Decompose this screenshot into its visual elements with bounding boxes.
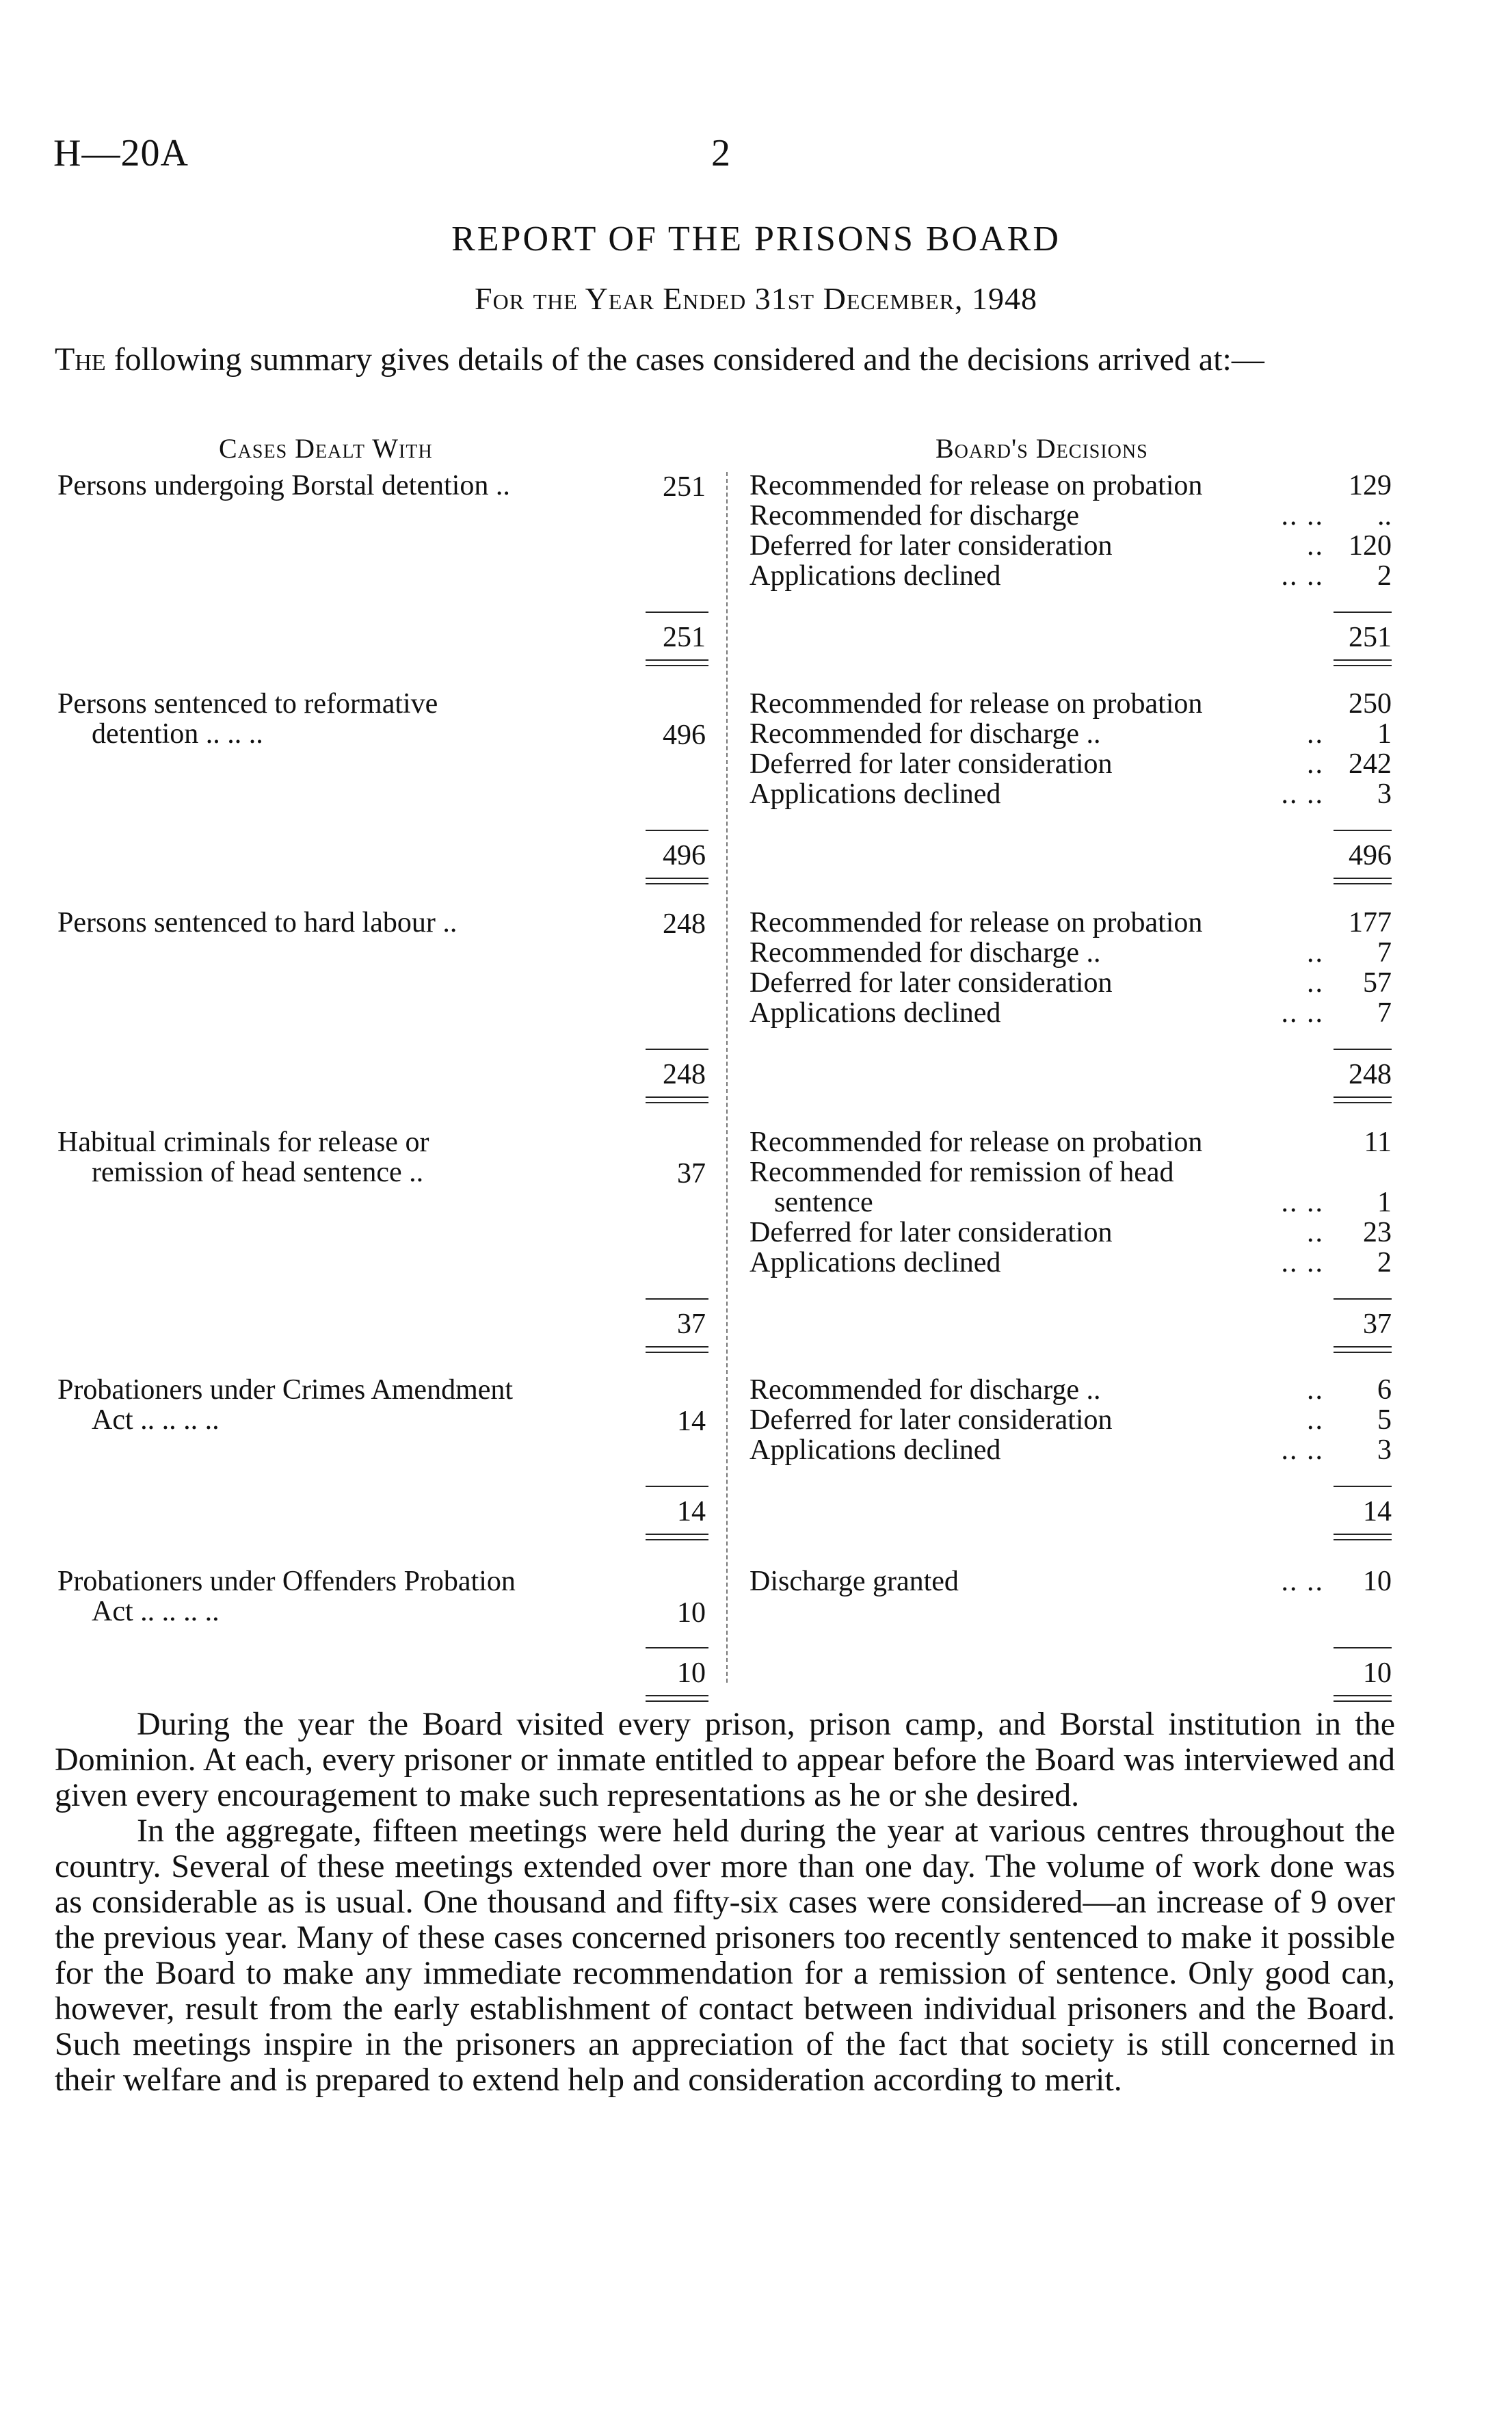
decision-list <box>750 1375 1324 1465</box>
case-line-1: Persons sentenced to hard labour .. <box>57 907 457 938</box>
decision-total-double-rule <box>1334 1096 1392 1103</box>
decision-value: 7 <box>1377 997 1392 1029</box>
decision-row <box>750 938 1324 968</box>
leader-dots: .. .. <box>1281 1434 1324 1466</box>
case-total-rule <box>646 1298 708 1300</box>
decision-list <box>750 1566 1324 1596</box>
decision-row <box>750 1157 1324 1187</box>
decision-value: 5 <box>1377 1404 1392 1436</box>
case-total-rule <box>646 1647 708 1648</box>
decision-label: Deferred for later consideration <box>750 1404 1113 1436</box>
decision-total-rule <box>1334 612 1392 613</box>
case-total: 251 <box>663 622 706 653</box>
decision-value: 242 <box>1349 748 1392 780</box>
decision-label: Applications declined <box>750 778 1001 810</box>
case-count: 14 <box>677 1406 706 1437</box>
decision-label: Deferred for later consideration <box>750 530 1113 562</box>
decision-value: 6 <box>1377 1374 1392 1406</box>
decision-value: 250 <box>1349 688 1392 720</box>
decision-label: Recommended for discharge .. <box>750 1374 1101 1406</box>
intro-text: following summary gives details of the cases considered and the decisions arrived at:— <box>114 341 1264 378</box>
decision-values <box>1334 689 1392 809</box>
decision-row <box>750 719 1324 749</box>
decision-total-double-rule <box>1334 1695 1392 1702</box>
decision-total: 10 <box>1363 1657 1392 1689</box>
case-total: 248 <box>663 1059 706 1090</box>
decision-label: Applications declined <box>750 1247 1001 1278</box>
case-total-double-rule <box>646 1096 708 1103</box>
decision-value: 3 <box>1377 1434 1392 1466</box>
decision-value: 2 <box>1377 1247 1392 1278</box>
leader-dots: .. .. <box>1281 1187 1324 1218</box>
decision-label: Recommended for release on probation <box>750 1127 1203 1158</box>
decision-value: 7 <box>1377 937 1392 969</box>
report-title: REPORT OF THE PRISONS BOARD <box>451 220 1061 259</box>
case-total-double-rule <box>646 1695 708 1702</box>
decision-value: 129 <box>1349 470 1392 501</box>
decision-total-double-rule <box>1334 878 1392 884</box>
decision-value: 57 <box>1363 967 1392 999</box>
decision-value: 120 <box>1349 530 1392 562</box>
decision-label: Recommended for release on probation <box>750 688 1203 720</box>
leader-dots: .. .. <box>1281 997 1324 1029</box>
decision-values <box>1334 1375 1392 1465</box>
case-total-rule <box>646 830 708 831</box>
decision-label: Recommended for remission of head <box>750 1157 1174 1188</box>
page-number: 2 <box>711 132 730 174</box>
case-count: 248 <box>663 908 706 940</box>
leader-dots: .. <box>1307 530 1324 562</box>
decision-total-double-rule <box>1334 1534 1392 1540</box>
case-count: 10 <box>677 1597 706 1629</box>
decision-value: 177 <box>1349 907 1392 938</box>
case-total: 37 <box>677 1309 706 1340</box>
decision-row <box>750 1435 1324 1465</box>
intro-lead-word: The <box>55 341 106 378</box>
intro-paragraph <box>55 342 1395 378</box>
decision-label: Applications declined <box>750 560 1001 592</box>
case-total-double-rule <box>646 659 708 666</box>
leader-dots: .. <box>1307 718 1324 750</box>
decision-label: Recommended for discharge .. <box>750 718 1101 750</box>
case-description <box>57 471 632 501</box>
decision-value: 11 <box>1364 1127 1392 1158</box>
leader-dots: .. .. <box>1281 1566 1324 1597</box>
decision-value: 23 <box>1363 1217 1392 1248</box>
case-description <box>57 689 632 749</box>
decision-total: 248 <box>1349 1059 1392 1090</box>
decision-row <box>750 1375 1324 1405</box>
decision-total: 496 <box>1349 840 1392 871</box>
decision-values <box>1334 471 1392 591</box>
decision-row <box>750 1218 1324 1248</box>
decision-label: Deferred for later consideration <box>750 1217 1113 1248</box>
leader-dots: .. <box>1307 937 1324 969</box>
case-line-1: Persons sentenced to reformative <box>57 688 438 720</box>
decision-total-rule <box>1334 830 1392 831</box>
decision-total-rule <box>1334 1647 1392 1648</box>
case-total-double-rule <box>646 1534 708 1540</box>
case-total-rule <box>646 1486 708 1487</box>
document-code: H—20A <box>53 132 189 174</box>
case-line-1: Habitual criminals for release or <box>57 1127 429 1158</box>
case-total: 14 <box>677 1496 706 1527</box>
case-description <box>57 908 632 938</box>
decision-label: Deferred for later consideration <box>750 967 1113 999</box>
decision-row <box>750 1566 1324 1596</box>
decision-row <box>750 689 1324 719</box>
decision-row <box>750 1248 1324 1278</box>
decision-total: 14 <box>1363 1496 1392 1527</box>
case-description <box>57 1127 632 1187</box>
decision-label: Deferred for later consideration <box>750 748 1113 780</box>
decision-value <box>1334 1157 1392 1187</box>
case-count: 251 <box>663 471 706 503</box>
decision-total-double-rule <box>1334 659 1392 666</box>
decision-value: 10 <box>1363 1566 1392 1597</box>
decision-row <box>750 749 1324 779</box>
decision-row <box>750 531 1324 561</box>
case-line-1: Probationers under Offenders Probation <box>57 1566 516 1597</box>
case-line-2: remission of head sentence .. <box>92 1157 424 1188</box>
decision-label: Recommended for release on probation <box>750 907 1203 938</box>
decision-values <box>1334 1127 1392 1278</box>
case-count: 496 <box>663 720 706 751</box>
case-line-2: detention .. .. .. <box>92 718 263 750</box>
decision-total-rule <box>1334 1298 1392 1300</box>
leader-dots: .. .. <box>1281 1247 1324 1278</box>
column-header-decisions: Board's Decisions <box>936 433 1148 464</box>
report-subtitle: For the Year Ended 31st December, 1948 <box>475 281 1037 316</box>
decision-row <box>750 1187 1324 1218</box>
decision-total: 37 <box>1363 1309 1392 1340</box>
decision-values <box>1334 908 1392 1028</box>
case-total: 10 <box>677 1657 706 1689</box>
leader-dots: .. .. <box>1281 500 1324 531</box>
decision-row <box>750 471 1324 501</box>
column-header-cases: Cases Dealt With <box>219 433 433 464</box>
decision-label: Applications declined <box>750 1434 1001 1466</box>
decision-row <box>750 998 1324 1028</box>
decision-row <box>750 968 1324 998</box>
leader-dots: .. <box>1307 1217 1324 1248</box>
decision-total: 251 <box>1349 622 1392 653</box>
decision-label: Applications declined <box>750 997 1001 1029</box>
case-line-2: Act .. .. .. .. <box>92 1596 220 1627</box>
case-description <box>57 1375 632 1435</box>
leader-dots: .. <box>1307 1404 1324 1436</box>
decision-row <box>750 779 1324 809</box>
case-total: 496 <box>663 840 706 871</box>
decision-list <box>750 908 1324 1028</box>
decision-values <box>1334 1566 1392 1596</box>
case-description <box>57 1566 632 1627</box>
case-line-2: Act .. .. .. .. <box>92 1404 220 1436</box>
case-line-1: Probationers under Crimes Amendment <box>57 1374 514 1406</box>
decision-row <box>750 908 1324 938</box>
decision-total-rule <box>1334 1486 1392 1487</box>
case-total-rule <box>646 612 708 613</box>
decision-row <box>750 1405 1324 1435</box>
case-total-double-rule <box>646 1346 708 1353</box>
leader-dots: .. .. <box>1281 778 1324 810</box>
case-total-double-rule <box>646 878 708 884</box>
body-text <box>55 1707 1395 2098</box>
decision-label: sentence <box>774 1187 873 1218</box>
leader-dots: .. .. <box>1281 560 1324 592</box>
case-count: 37 <box>677 1158 706 1190</box>
leader-dots: .. <box>1307 967 1324 999</box>
decision-label: Discharge granted <box>750 1566 959 1597</box>
decision-list <box>750 471 1324 591</box>
decision-row <box>750 501 1324 531</box>
decision-value: 2 <box>1377 560 1392 592</box>
leader-dots: .. <box>1307 748 1324 780</box>
leader-dots: .. <box>1307 1374 1324 1406</box>
decision-row <box>750 1127 1324 1157</box>
paragraph-meetings: In the aggregate, fifteen meetings were held during the year at various centres throughout the country. Several of these meetings extended over more than one day. The volume of work done was as considerable as is usual. One thousand and fifty-six cases were considered—an increase of 9 over the previous year. Many of these cases concerned prisoners too recently sentenced to make it possible for the Board to make any immediate recommendation for a remission of sentence. Only good can, however, result from the early establishment of contact between individual prisoners and the Board. Such meetings inspire in the prisoners an appreciation of the fact that society is still concerned in their welfare and is prepared to extend help and consideration according to merit. <box>55 1813 1395 2098</box>
case-total-rule <box>646 1049 708 1050</box>
decision-row <box>750 561 1324 591</box>
decision-list <box>750 1127 1324 1278</box>
decision-value: 3 <box>1377 778 1392 810</box>
paragraph-visits: During the year the Board visited every prison, prison camp, and Borstal institution in the Dominion. At each, every prisoner or inmate entitled to appear before the Board was interviewed and given every encouragement to make such representations as he or she desired. <box>55 1706 1395 1813</box>
column-divider <box>726 472 728 1683</box>
decision-total-rule <box>1334 1049 1392 1050</box>
decision-value: .. <box>1377 500 1392 531</box>
decision-label: Recommended for release on probation <box>750 470 1203 501</box>
decision-value: 1 <box>1377 1187 1392 1218</box>
decision-list <box>750 689 1324 809</box>
case-line-1: Persons undergoing Borstal detention .. <box>57 470 510 501</box>
decision-label: Recommended for discharge <box>750 500 1080 531</box>
decision-total-double-rule <box>1334 1346 1392 1353</box>
decision-value: 1 <box>1377 718 1392 750</box>
decision-label: Recommended for discharge .. <box>750 937 1101 969</box>
